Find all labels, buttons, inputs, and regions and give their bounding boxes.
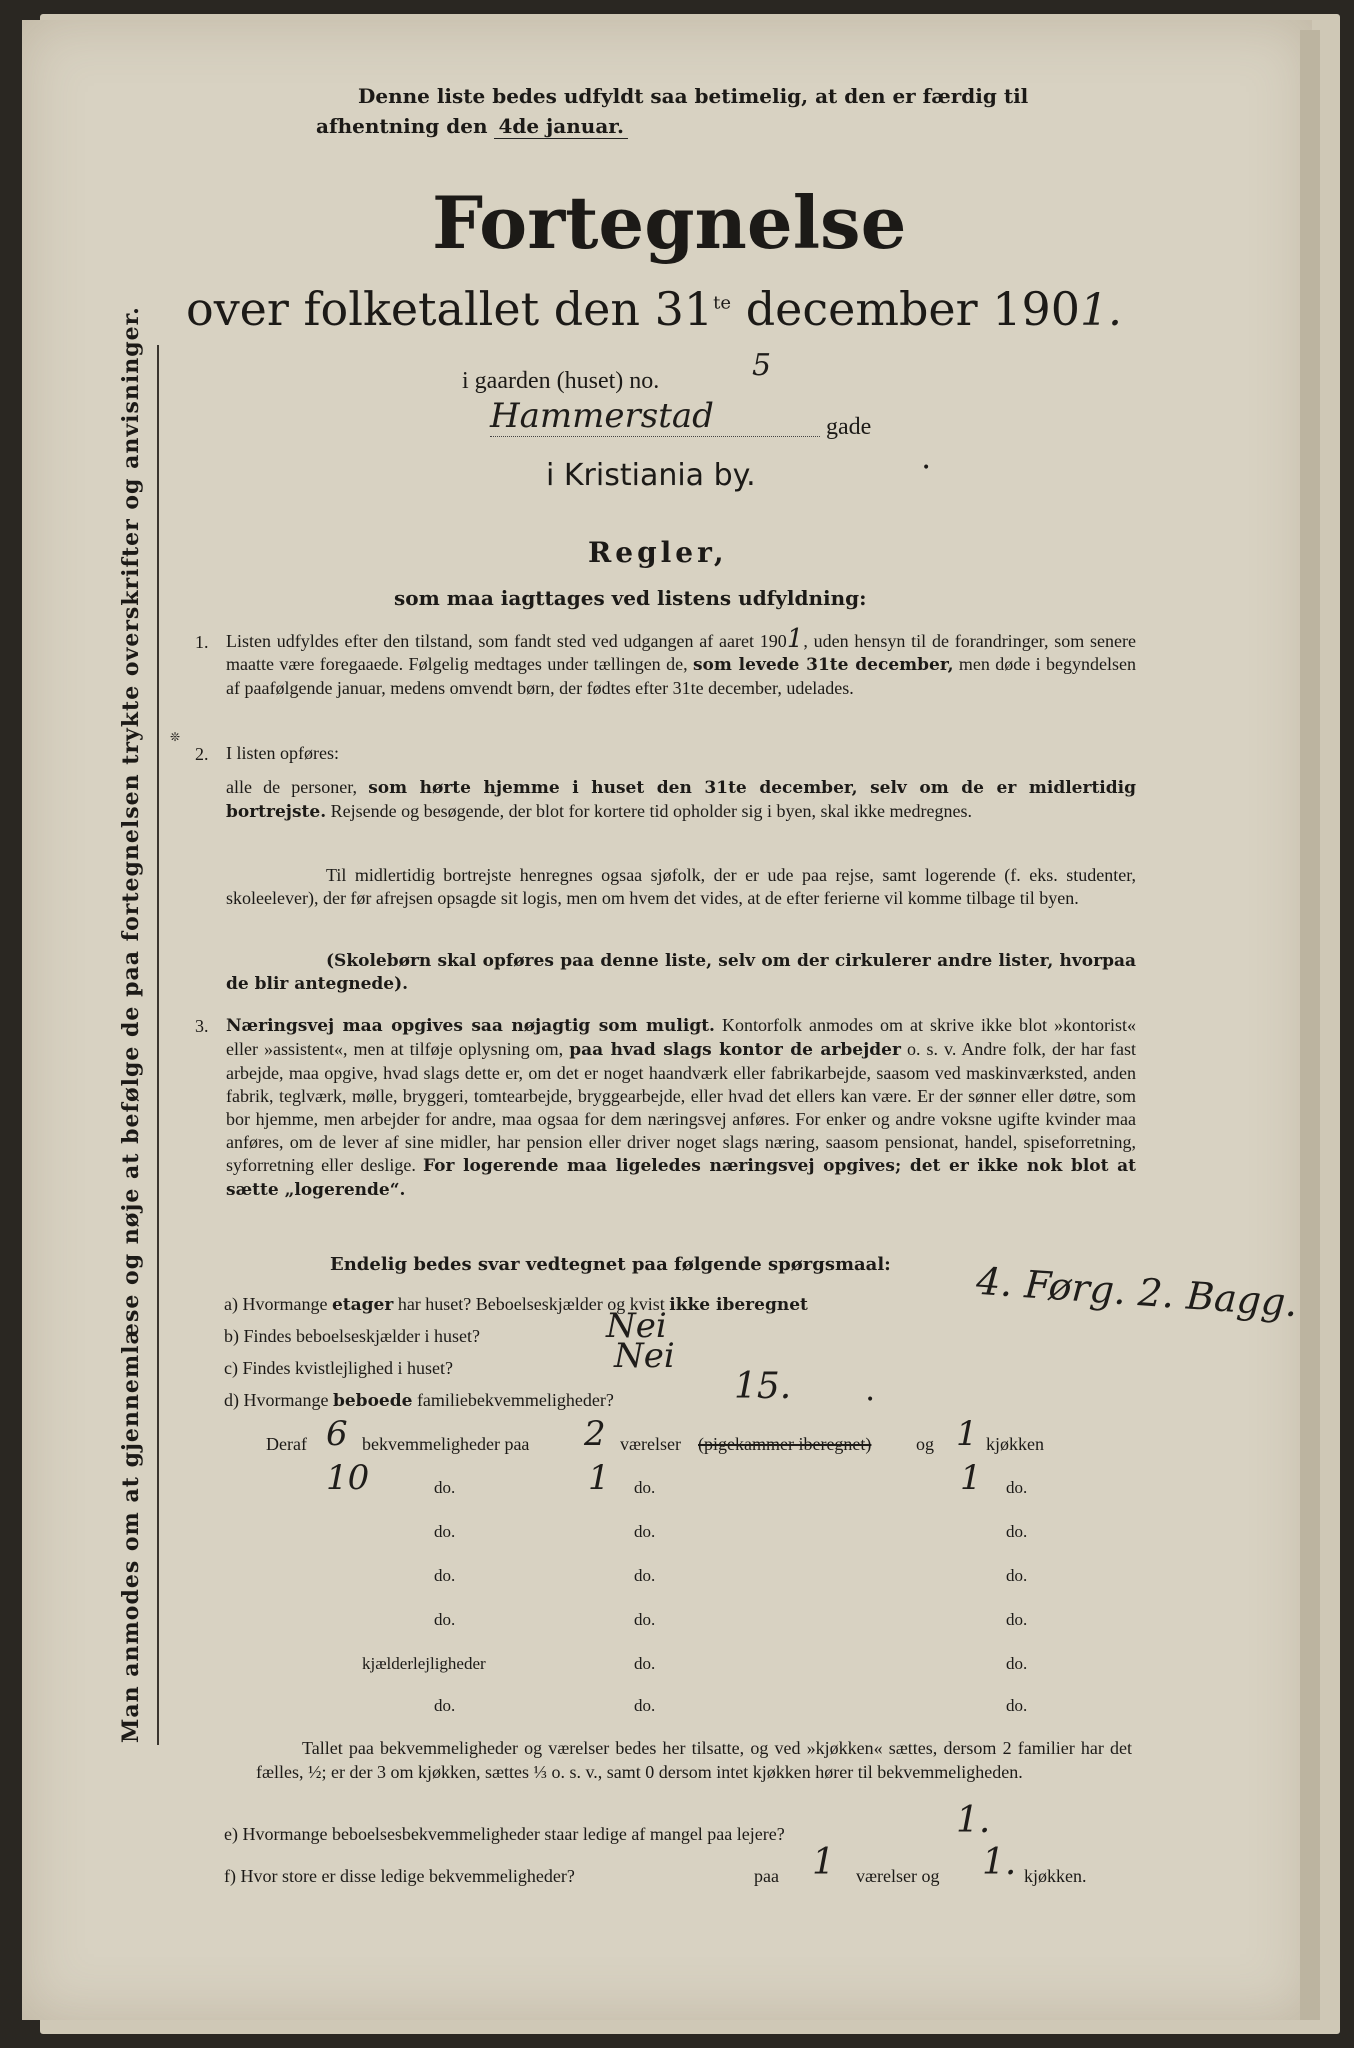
table-row1-rooms: 2 [584, 1414, 606, 1454]
street-suffix: gade [826, 414, 872, 440]
table-struck-text: (pigekammer iberegnet) [698, 1434, 872, 1454]
page-edge [1300, 30, 1320, 2020]
question-b-text: Findes beboelseskjælder i huset? [243, 1326, 480, 1346]
table-row2-do-2: do. [634, 1478, 656, 1497]
table-row4-do-2: do. [634, 1566, 656, 1585]
table-row5-do-1: do. [434, 1610, 456, 1629]
rule3-part-b: o. s. v. Andre folk, der har fast arbejde, maa opgive, hvad slags dette er, om det er noget haandværk eller fabrikarbejde, saasom ved maskinværksted, anden fabrik, teglværk, mølle, bryggeri, tomtearbejde, bryggearbejde, eller hvad det ellers kan være. Er der sønner eller døtre, som bor hjemme, men arbejder for andre, maa ogsaa for dem næringsvej anføres. For enker og andre voksne ugifte kvinder maa anføres, om de lever af sine midler, har pension eller driver noget slags næring, saasom pensionat, handel, spiseforretning, syforretning eller deslige. [226, 1039, 1137, 1175]
rule3-bold1: Næringsvej maa opgives saa nøjagtig som muligt. [226, 1016, 715, 1036]
question-f-label: f) [224, 1866, 236, 1886]
question-a-text1: Hvormange [242, 1294, 328, 1314]
question-d [224, 1390, 614, 1411]
question-b [224, 1326, 480, 1347]
question-b-label: b) [224, 1326, 239, 1346]
rule1-bold: som levede 31te december, [692, 655, 954, 675]
rule2-part-b: Rejsende og besøgende, der blot for kortere tid opholder sig i byen, skal ikke medregnes. [330, 801, 972, 821]
question-f [224, 1866, 575, 1887]
table-row5-do-3: do. [1006, 1610, 1028, 1629]
rule2-number: 2. [195, 744, 209, 764]
rule3-text [226, 1014, 1136, 1202]
table-row7-do-3: do. [1006, 1696, 1028, 1715]
page-title: Fortegnelse [432, 180, 907, 265]
table-row2-kitchens: 1 [960, 1458, 982, 1498]
street-name: Hammerstad [490, 396, 820, 437]
table-row3-do-3: do. [1006, 1522, 1028, 1541]
table-kjokken-label: kjøkken [986, 1434, 1044, 1454]
pickup-date: 4de januar. [494, 114, 628, 139]
subtitle-sup: te [713, 292, 732, 314]
rule2-intro: I listen opføres: [226, 743, 339, 763]
table-row4-do-3: do. [1006, 1566, 1028, 1585]
table-row7-do-1: do. [434, 1696, 456, 1715]
rule1-part-c: men døde i begyndelsen af paafølgende januar, medens omvendt børn, der fødtes efter 31te december, udelades. [226, 654, 1136, 698]
rule3-part-a: Kontorfolk anmodes om at skrive ikke blot »kontorist« eller »assistent«, men at tilføje oplysning om, [226, 1015, 1137, 1059]
table-row2-do-3: do. [1006, 1478, 1028, 1497]
ink-dot-2: • [866, 1392, 875, 1408]
gaard-label: i gaarden (huset) no. [462, 368, 660, 394]
title-subline [186, 282, 1122, 336]
question-e-text: Hvormange beboelsesbekvemmeligheder staar ledige af mangel paa lejere? [242, 1824, 785, 1844]
table-kjaelder-label: kjælderlejligheder [362, 1654, 486, 1673]
house-number: 5 [752, 348, 772, 383]
count-note: Tallet paa bekvemmeligheder og værelser bedes her tilsatte, og ved »kjøkken« sættes, dersom 2 familier har det fælles, ½; er der 3 om kjøkken, sættes ⅓ o. s. v., samt 0 dersom intet kjøkken hører til bekvemmeligheden. [256, 1738, 1132, 1782]
table-row6-do-2: do. [634, 1654, 656, 1673]
header-line2 [316, 114, 628, 138]
table-og-label: og [916, 1434, 934, 1454]
rule2-bold: som hørte hjemme i huset den 31te december, selv om de er midlertidig bortrejste. [226, 778, 1136, 822]
answer-e: 1. [956, 1800, 991, 1841]
questions-heading: Endelig bedes svar vedtegnet paa følgende spørgsmaal: [330, 1254, 891, 1275]
rules-heading: Regler, [588, 536, 728, 569]
side-rule [157, 345, 159, 1745]
city: i Kristiania by. [546, 458, 756, 493]
answer-c: Nei [614, 1336, 675, 1376]
answer-f-kitchens: 1. [982, 1842, 1017, 1883]
table-row3-do-1: do. [434, 1522, 456, 1541]
margin-mark: ❊ [170, 730, 181, 744]
handwritten-year: 1. [1080, 285, 1123, 336]
rule1-part-b: , uden hensyn til de forandringer, som senere maatte være foregaaede. Følgelig medtages under tællingen de, [226, 631, 1136, 674]
answer-f-rooms: 1 [812, 1842, 835, 1883]
rule2-text [226, 776, 1136, 824]
question-c-label: c) [224, 1358, 238, 1378]
answer-b: Nei [606, 1306, 667, 1346]
table-row3-do-2: do. [634, 1522, 656, 1541]
question-c [224, 1358, 453, 1379]
rule1-number: 1. [195, 632, 209, 652]
rule1-year: 1 [786, 624, 804, 654]
question-d-text2: familiebekvemmeligheder? [416, 1390, 614, 1410]
question-d-bold: beboede [332, 1391, 413, 1411]
table-row2-rooms: 1 [588, 1458, 610, 1498]
f-vaer-label: værelser og [856, 1866, 940, 1886]
rule3-bold3: For logerende maa ligeledes næringsvej opgives; det er ikke nok blot at sætte „logerende“. [226, 1156, 1136, 1200]
header-prefix: afhentning den [316, 114, 488, 138]
question-d-text1: Hvormange [243, 1390, 329, 1410]
question-a [224, 1294, 808, 1315]
table-row2-do-1: do. [434, 1478, 456, 1497]
question-a-bold: etager [331, 1295, 394, 1315]
table-row1-units: 6 [326, 1414, 348, 1454]
subtitle-suffix: december 190 [745, 282, 1081, 336]
rules-subheading: som maa iagttages ved listens udfyldning: [394, 586, 867, 610]
subtitle-prefix: over folketallet den 31 [186, 282, 714, 336]
question-a-label: a) [224, 1294, 238, 1314]
table-bekv-label: bekvemmeligheder paa [362, 1434, 530, 1454]
rule1-part-a: Listen udfyldes efter den tilstand, som fandt sted ved udgangen af aaret 190 [226, 631, 787, 651]
table-row5-do-2: do. [634, 1610, 656, 1629]
rule3-number: 3. [195, 1016, 209, 1036]
table-row1-kitchens: 1 [956, 1414, 978, 1454]
table-row2-units: 10 [326, 1458, 370, 1498]
question-a-bold2: ikke iberegnet [669, 1295, 808, 1315]
question-d-label: d) [224, 1390, 239, 1410]
rule2-schoolchildren: (Skolebørn skal opføres paa denne liste, selv om der cirkulerer andre lister, hvorpaa de blir antegnede). [226, 951, 1136, 994]
side-instruction: Man anmodes om at gjennemlæse og nøje at befølge de paa fortegnelsen trykte overskrifter og anvisninger. [118, 306, 144, 1743]
question-a-text2: har huset? Beboelseskjælder og kvist [397, 1294, 665, 1314]
table-row7-do-2: do. [634, 1696, 656, 1715]
header-line1: Denne liste bedes udfyldt saa betimelig, at den er færdig til [358, 84, 1029, 108]
question-f-text: Hvor store er disse ledige bekvemmeligheder? [240, 1866, 575, 1886]
table-row4-do-1: do. [434, 1566, 456, 1585]
f-kjok-label: kjøkken. [1024, 1866, 1087, 1886]
ink-dot: • [922, 460, 931, 476]
rule2-note: Til midlertidig bortrejste henregnes ogsaa sjøfolk, der er ude paa rejse, samt logerende (f. eks. studenter, skoleelever), der før afrejsen opsagde sit logis, men om hvem det vides, at de efter ferierne vil komme tilbage til byen. [226, 865, 1136, 908]
answer-d: 15. [734, 1366, 792, 1407]
table-vaerelser-label: værelser [620, 1434, 681, 1454]
question-c-text: Findes kvistlejlighed i huset? [242, 1358, 453, 1378]
table-deraf: Deraf [266, 1434, 307, 1454]
f-paa-label: paa [754, 1866, 779, 1886]
rule3-bold2: paa hvad slags kontor de arbejder [569, 1040, 901, 1060]
answer-a: 4. Førg. 2. Bagg. [974, 1258, 1299, 1326]
rule1-text [226, 624, 1136, 700]
question-e-label: e) [224, 1824, 238, 1844]
question-e [224, 1824, 785, 1845]
rule2-part-a: alle de personer, [226, 777, 358, 797]
table-row6-do-3: do. [1006, 1654, 1028, 1673]
